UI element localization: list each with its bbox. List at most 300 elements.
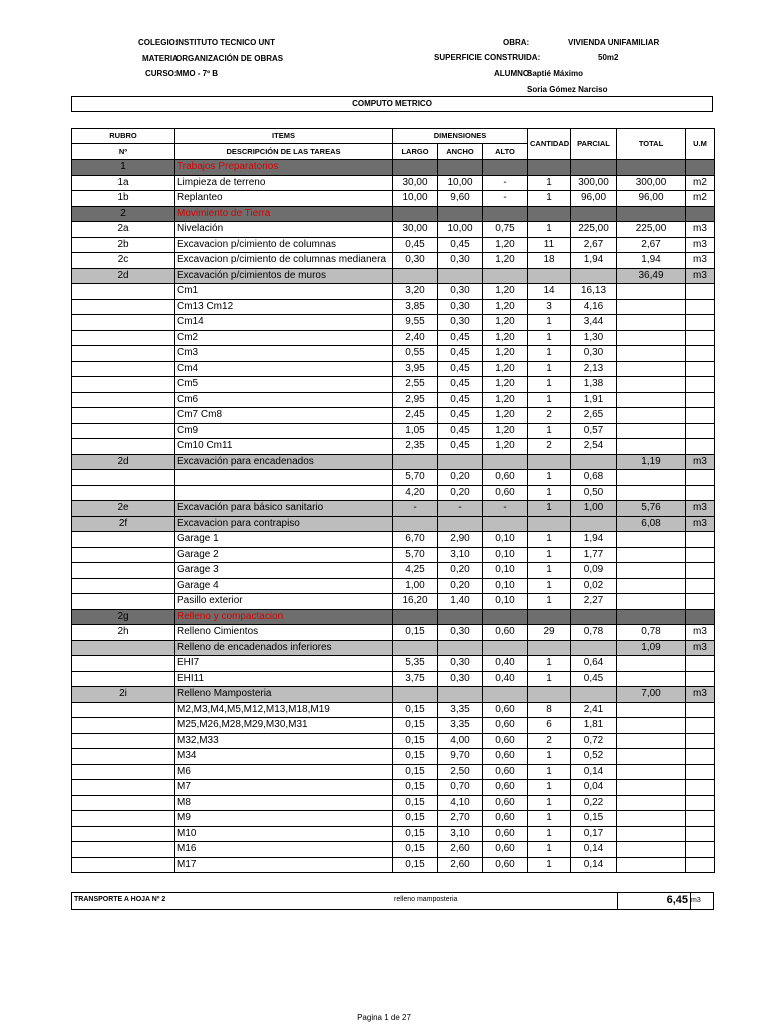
cell-rubro bbox=[72, 795, 175, 811]
cell-rubro: 2d bbox=[72, 454, 175, 470]
cell-rubro bbox=[72, 671, 175, 687]
table-row bbox=[72, 222, 715, 238]
cell-ancho bbox=[438, 454, 483, 470]
cell-cantidad: 1 bbox=[528, 578, 571, 594]
cell-descripcion: Relleno y compactacion bbox=[175, 609, 393, 625]
cell-cantidad: 1 bbox=[528, 795, 571, 811]
cell-alto: 0,60 bbox=[483, 764, 528, 780]
cell-ancho: 3,10 bbox=[438, 826, 483, 842]
cell-cantidad bbox=[528, 206, 571, 222]
cell-ancho: 0,45 bbox=[438, 237, 483, 253]
cell-cantidad: 1 bbox=[528, 749, 571, 765]
cell-um bbox=[686, 284, 715, 300]
cell-largo: 3,85 bbox=[393, 299, 438, 315]
cell-largo: 30,00 bbox=[393, 175, 438, 191]
cell-alto: 0,60 bbox=[483, 702, 528, 718]
cell-parcial: 0,68 bbox=[571, 470, 617, 486]
table-row bbox=[72, 733, 715, 749]
cell-total bbox=[617, 702, 686, 718]
cell-largo: 3,75 bbox=[393, 671, 438, 687]
cell-um: m2 bbox=[686, 191, 715, 207]
table-row bbox=[72, 578, 715, 594]
cell-alto: 0,60 bbox=[483, 811, 528, 827]
cell-um: m3 bbox=[686, 222, 715, 238]
table-row bbox=[72, 842, 715, 858]
table-row bbox=[72, 749, 715, 765]
cell-largo: 2,40 bbox=[393, 330, 438, 346]
cell-rubro bbox=[72, 811, 175, 827]
curso-label: CURSO: bbox=[145, 69, 177, 78]
cell-parcial bbox=[571, 687, 617, 703]
cell-total bbox=[617, 547, 686, 563]
cell-parcial: 1,77 bbox=[571, 547, 617, 563]
alumno-label: ALUMNO: bbox=[494, 69, 532, 78]
cell-cantidad: 6 bbox=[528, 718, 571, 734]
cell-ancho: 0,30 bbox=[438, 284, 483, 300]
cell-descripcion: M2,M3,M4,M5,M12,M13,M18,M19 bbox=[175, 702, 393, 718]
cell-cantidad: 1 bbox=[528, 563, 571, 579]
cell-alto: 0,60 bbox=[483, 485, 528, 501]
cell-rubro bbox=[72, 361, 175, 377]
cell-parcial bbox=[571, 609, 617, 625]
cell-ancho: 0,70 bbox=[438, 780, 483, 796]
cell-descripcion: Cm6 bbox=[175, 392, 393, 408]
cell-descripcion: Cm7 Cm8 bbox=[175, 408, 393, 424]
table-row bbox=[72, 625, 715, 641]
table-row bbox=[72, 795, 715, 811]
cell-cantidad: 1 bbox=[528, 501, 571, 517]
cell-alto: 1,20 bbox=[483, 392, 528, 408]
cell-um bbox=[686, 206, 715, 222]
cell-cantidad bbox=[528, 516, 571, 532]
table-row bbox=[72, 361, 715, 377]
cell-rubro: 2i bbox=[72, 687, 175, 703]
alumno-value-2: Soria Gómez Narciso bbox=[527, 85, 608, 94]
cell-descripcion: M6 bbox=[175, 764, 393, 780]
cell-total bbox=[617, 656, 686, 672]
cell-rubro: 2c bbox=[72, 253, 175, 269]
cell-parcial: 2,27 bbox=[571, 594, 617, 610]
table-row bbox=[72, 330, 715, 346]
cell-total bbox=[617, 594, 686, 610]
cell-total bbox=[617, 764, 686, 780]
cell-um bbox=[686, 470, 715, 486]
cell-um bbox=[686, 578, 715, 594]
cell-descripcion: Garage 4 bbox=[175, 578, 393, 594]
cell-total bbox=[617, 609, 686, 625]
cell-descripcion: EHI7 bbox=[175, 656, 393, 672]
cell-descripcion: Cm2 bbox=[175, 330, 393, 346]
cell-rubro bbox=[72, 439, 175, 455]
cell-total bbox=[617, 578, 686, 594]
table-row bbox=[72, 826, 715, 842]
transport-note: relleno mamposteria bbox=[394, 896, 458, 903]
cell-ancho: 0,20 bbox=[438, 563, 483, 579]
table-row bbox=[72, 671, 715, 687]
cell-rubro bbox=[72, 826, 175, 842]
cell-alto: 1,20 bbox=[483, 284, 528, 300]
cell-alto: 1,20 bbox=[483, 346, 528, 362]
cell-um bbox=[686, 842, 715, 858]
cell-um bbox=[686, 795, 715, 811]
cell-largo: 0,15 bbox=[393, 749, 438, 765]
cell-cantidad bbox=[528, 640, 571, 656]
cell-parcial bbox=[571, 516, 617, 532]
cell-parcial: 0,15 bbox=[571, 811, 617, 827]
cell-largo: 0,15 bbox=[393, 826, 438, 842]
cell-total bbox=[617, 206, 686, 222]
cell-alto: 1,20 bbox=[483, 299, 528, 315]
cell-parcial: 2,65 bbox=[571, 408, 617, 424]
cell-rubro bbox=[72, 299, 175, 315]
cell-rubro bbox=[72, 470, 175, 486]
cell-rubro bbox=[72, 578, 175, 594]
cell-um bbox=[686, 826, 715, 842]
table-row bbox=[72, 547, 715, 563]
header-descripcion: DESCRIPCIÓN DE LAS TAREAS bbox=[175, 144, 393, 160]
materia-label: MATERIA bbox=[142, 54, 178, 63]
cell-alto bbox=[483, 609, 528, 625]
table-row bbox=[72, 764, 715, 780]
table-row bbox=[72, 780, 715, 796]
cell-largo: 0,15 bbox=[393, 702, 438, 718]
cell-rubro bbox=[72, 315, 175, 331]
cell-ancho: 0,45 bbox=[438, 408, 483, 424]
obra-value: VIVIENDA UNIFAMILIAR bbox=[568, 38, 660, 47]
cell-alto bbox=[483, 454, 528, 470]
table-row bbox=[72, 284, 715, 300]
cell-largo: 0,15 bbox=[393, 857, 438, 873]
cell-um bbox=[686, 532, 715, 548]
cell-um: m3 bbox=[686, 687, 715, 703]
header-largo: LARGO bbox=[393, 144, 438, 160]
cell-descripcion: EHI11 bbox=[175, 671, 393, 687]
cell-largo: 3,20 bbox=[393, 284, 438, 300]
cell-rubro bbox=[72, 423, 175, 439]
cell-parcial: 1,30 bbox=[571, 330, 617, 346]
table-row bbox=[72, 160, 715, 176]
document-title: COMPUTO METRICO bbox=[71, 96, 713, 112]
cell-um bbox=[686, 733, 715, 749]
cell-largo: 5,70 bbox=[393, 547, 438, 563]
cell-descripcion: M25,M26,M28,M29,M30,M31 bbox=[175, 718, 393, 734]
cell-total: 300,00 bbox=[617, 175, 686, 191]
cell-descripcion: Garage 3 bbox=[175, 563, 393, 579]
cell-parcial: 0,14 bbox=[571, 842, 617, 858]
cell-cantidad: 1 bbox=[528, 594, 571, 610]
table-row bbox=[72, 687, 715, 703]
cell-cantidad: 1 bbox=[528, 392, 571, 408]
cell-total: 96,00 bbox=[617, 191, 686, 207]
cell-rubro: 2g bbox=[72, 609, 175, 625]
cell-um: m2 bbox=[686, 175, 715, 191]
cell-cantidad bbox=[528, 268, 571, 284]
cell-descripcion: Relleno Mamposteria bbox=[175, 687, 393, 703]
cell-largo: 0,15 bbox=[393, 795, 438, 811]
cell-total bbox=[617, 749, 686, 765]
cell-um bbox=[686, 609, 715, 625]
cell-largo bbox=[393, 687, 438, 703]
colegio-value: INSTITUTO TECNICO UNT bbox=[176, 38, 275, 47]
transport-unit: m3 bbox=[691, 897, 701, 904]
alumno-value: Saptié Máximo bbox=[527, 69, 584, 78]
cell-alto: 1,20 bbox=[483, 439, 528, 455]
cell-parcial: 0,52 bbox=[571, 749, 617, 765]
table-row bbox=[72, 315, 715, 331]
cell-descripcion: Cm14 bbox=[175, 315, 393, 331]
cell-largo: 0,15 bbox=[393, 625, 438, 641]
header-total: TOTAL bbox=[617, 129, 686, 160]
cell-rubro: 2e bbox=[72, 501, 175, 517]
cell-ancho: 4,10 bbox=[438, 795, 483, 811]
cell-ancho bbox=[438, 160, 483, 176]
cell-cantidad: 1 bbox=[528, 764, 571, 780]
cell-parcial: 1,94 bbox=[571, 253, 617, 269]
cell-descripcion: Cm5 bbox=[175, 377, 393, 393]
cell-um bbox=[686, 718, 715, 734]
cell-largo: - bbox=[393, 501, 438, 517]
cell-largo: 0,45 bbox=[393, 237, 438, 253]
cell-parcial: 0,78 bbox=[571, 625, 617, 641]
cell-alto: 0,75 bbox=[483, 222, 528, 238]
cell-alto: - bbox=[483, 175, 528, 191]
cell-largo: 3,95 bbox=[393, 361, 438, 377]
cell-parcial: 1,00 bbox=[571, 501, 617, 517]
cell-total bbox=[617, 284, 686, 300]
cell-parcial: 0,45 bbox=[571, 671, 617, 687]
cell-total bbox=[617, 780, 686, 796]
cell-cantidad: 1 bbox=[528, 842, 571, 858]
cell-descripcion: Cm13 Cm12 bbox=[175, 299, 393, 315]
cell-total bbox=[617, 563, 686, 579]
cell-ancho bbox=[438, 206, 483, 222]
cell-total bbox=[617, 857, 686, 873]
table-row bbox=[72, 501, 715, 517]
cell-parcial: 0,30 bbox=[571, 346, 617, 362]
cell-cantidad: 1 bbox=[528, 346, 571, 362]
table-header-row bbox=[72, 129, 715, 144]
cell-ancho bbox=[438, 268, 483, 284]
table-row bbox=[72, 377, 715, 393]
cell-largo: 5,70 bbox=[393, 470, 438, 486]
cell-parcial: 2,41 bbox=[571, 702, 617, 718]
cell-rubro bbox=[72, 718, 175, 734]
cell-cantidad: 2 bbox=[528, 439, 571, 455]
materia-value: ORGANIZACIÓN DE OBRAS bbox=[176, 54, 284, 63]
transport-value-cell bbox=[617, 893, 691, 909]
cell-ancho bbox=[438, 640, 483, 656]
cell-rubro: 2f bbox=[72, 516, 175, 532]
cell-total: 0,78 bbox=[617, 625, 686, 641]
cell-cantidad: 1 bbox=[528, 470, 571, 486]
cell-descripcion: Cm4 bbox=[175, 361, 393, 377]
cell-alto: 0,60 bbox=[483, 842, 528, 858]
cell-alto: 1,20 bbox=[483, 237, 528, 253]
table-row bbox=[72, 454, 715, 470]
table-row bbox=[72, 470, 715, 486]
cell-parcial: 1,94 bbox=[571, 532, 617, 548]
cell-total bbox=[617, 377, 686, 393]
cell-alto bbox=[483, 268, 528, 284]
table-body bbox=[72, 160, 715, 873]
table-row bbox=[72, 175, 715, 191]
table-row bbox=[72, 206, 715, 222]
cell-parcial: 0,14 bbox=[571, 857, 617, 873]
cell-descripcion: Cm10 Cm11 bbox=[175, 439, 393, 455]
cell-largo: 30,00 bbox=[393, 222, 438, 238]
cell-alto: 1,20 bbox=[483, 408, 528, 424]
cell-rubro bbox=[72, 857, 175, 873]
cell-parcial: 0,17 bbox=[571, 826, 617, 842]
cell-alto: 1,20 bbox=[483, 253, 528, 269]
cell-um bbox=[686, 811, 715, 827]
cell-cantidad: 1 bbox=[528, 656, 571, 672]
cell-largo bbox=[393, 454, 438, 470]
cell-parcial: 4,16 bbox=[571, 299, 617, 315]
cell-descripcion: Garage 1 bbox=[175, 532, 393, 548]
cell-ancho bbox=[438, 609, 483, 625]
cell-ancho: 2,60 bbox=[438, 857, 483, 873]
cell-ancho: 0,45 bbox=[438, 346, 483, 362]
cell-rubro bbox=[72, 749, 175, 765]
cell-descripcion: Cm3 bbox=[175, 346, 393, 362]
cell-total bbox=[617, 315, 686, 331]
cell-largo bbox=[393, 609, 438, 625]
cell-cantidad bbox=[528, 454, 571, 470]
cell-largo: 16,20 bbox=[393, 594, 438, 610]
cell-rubro bbox=[72, 842, 175, 858]
cell-total bbox=[617, 671, 686, 687]
header-um: U.M bbox=[686, 129, 715, 160]
cell-um bbox=[686, 547, 715, 563]
cell-rubro: 2a bbox=[72, 222, 175, 238]
cell-alto bbox=[483, 640, 528, 656]
cell-um bbox=[686, 423, 715, 439]
cell-cantidad bbox=[528, 609, 571, 625]
cell-alto bbox=[483, 160, 528, 176]
cell-cantidad bbox=[528, 160, 571, 176]
table-row bbox=[72, 392, 715, 408]
cell-cantidad: 1 bbox=[528, 532, 571, 548]
cell-ancho: - bbox=[438, 501, 483, 517]
cell-largo: 0,30 bbox=[393, 253, 438, 269]
header-dimensiones: DIMENSIONES bbox=[393, 129, 528, 144]
cell-largo: 9,55 bbox=[393, 315, 438, 331]
header-ancho: ANCHO bbox=[438, 144, 483, 160]
cell-alto: 0,10 bbox=[483, 563, 528, 579]
cell-alto: 0,10 bbox=[483, 547, 528, 563]
cell-cantidad: 1 bbox=[528, 222, 571, 238]
cell-cantidad: 29 bbox=[528, 625, 571, 641]
cell-largo: 6,70 bbox=[393, 532, 438, 548]
cell-rubro bbox=[72, 563, 175, 579]
cell-largo bbox=[393, 206, 438, 222]
cell-alto: - bbox=[483, 191, 528, 207]
cell-ancho: 10,00 bbox=[438, 222, 483, 238]
table-row bbox=[72, 253, 715, 269]
cell-cantidad: 1 bbox=[528, 780, 571, 796]
cell-cantidad: 1 bbox=[528, 857, 571, 873]
cell-total: 5,76 bbox=[617, 501, 686, 517]
cell-um: m3 bbox=[686, 625, 715, 641]
cell-parcial: 0,22 bbox=[571, 795, 617, 811]
obra-label: OBRA: bbox=[503, 38, 530, 47]
cell-um bbox=[686, 330, 715, 346]
cell-descripcion: Pasillo exterior bbox=[175, 594, 393, 610]
cell-um bbox=[686, 857, 715, 873]
cell-cantidad: 18 bbox=[528, 253, 571, 269]
table-row bbox=[72, 485, 715, 501]
cell-alto: 0,60 bbox=[483, 857, 528, 873]
cell-parcial: 2,54 bbox=[571, 439, 617, 455]
cell-rubro bbox=[72, 392, 175, 408]
header-parcial: PARCIAL bbox=[571, 129, 617, 160]
cell-descripcion: Movimiento de Tierra bbox=[175, 206, 393, 222]
cell-cantidad: 1 bbox=[528, 547, 571, 563]
cell-um bbox=[686, 377, 715, 393]
table-row bbox=[72, 656, 715, 672]
cell-largo: 4,20 bbox=[393, 485, 438, 501]
cell-ancho: 3,35 bbox=[438, 702, 483, 718]
cell-alto: 0,60 bbox=[483, 718, 528, 734]
cell-parcial: 0,04 bbox=[571, 780, 617, 796]
table-row bbox=[72, 408, 715, 424]
cell-total bbox=[617, 485, 686, 501]
cell-um bbox=[686, 392, 715, 408]
cell-largo: 0,15 bbox=[393, 780, 438, 796]
cell-um bbox=[686, 361, 715, 377]
table-row bbox=[72, 268, 715, 284]
cell-descripcion: M7 bbox=[175, 780, 393, 796]
cell-um bbox=[686, 702, 715, 718]
cell-descripcion: Cm9 bbox=[175, 423, 393, 439]
cell-rubro bbox=[72, 346, 175, 362]
cell-largo: 0,15 bbox=[393, 764, 438, 780]
cell-descripcion: Cm1 bbox=[175, 284, 393, 300]
cell-alto: 0,40 bbox=[483, 656, 528, 672]
cell-total bbox=[617, 408, 686, 424]
cell-parcial bbox=[571, 206, 617, 222]
cell-ancho: 0,45 bbox=[438, 361, 483, 377]
cell-um bbox=[686, 439, 715, 455]
cell-rubro bbox=[72, 485, 175, 501]
cell-um bbox=[686, 563, 715, 579]
cell-largo: 5,35 bbox=[393, 656, 438, 672]
page-number: Pagina 1 de 27 bbox=[357, 1013, 411, 1022]
cell-ancho: 0,20 bbox=[438, 470, 483, 486]
cell-um bbox=[686, 671, 715, 687]
cell-ancho: 0,45 bbox=[438, 392, 483, 408]
cell-total: 1,19 bbox=[617, 454, 686, 470]
cell-rubro bbox=[72, 780, 175, 796]
cell-parcial: 0,64 bbox=[571, 656, 617, 672]
cell-alto: 1,20 bbox=[483, 330, 528, 346]
cell-largo: 2,95 bbox=[393, 392, 438, 408]
cell-alto: 1,20 bbox=[483, 361, 528, 377]
cell-descripcion: M8 bbox=[175, 795, 393, 811]
cell-ancho: 9,60 bbox=[438, 191, 483, 207]
cell-cantidad: 1 bbox=[528, 361, 571, 377]
cell-total bbox=[617, 718, 686, 734]
cell-total bbox=[617, 842, 686, 858]
cell-rubro bbox=[72, 377, 175, 393]
cell-largo: 0,15 bbox=[393, 811, 438, 827]
cell-ancho: 3,35 bbox=[438, 718, 483, 734]
cell-descripcion bbox=[175, 485, 393, 501]
cell-cantidad: 14 bbox=[528, 284, 571, 300]
cell-total bbox=[617, 160, 686, 176]
cell-descripcion: Excavación para encadenados bbox=[175, 454, 393, 470]
